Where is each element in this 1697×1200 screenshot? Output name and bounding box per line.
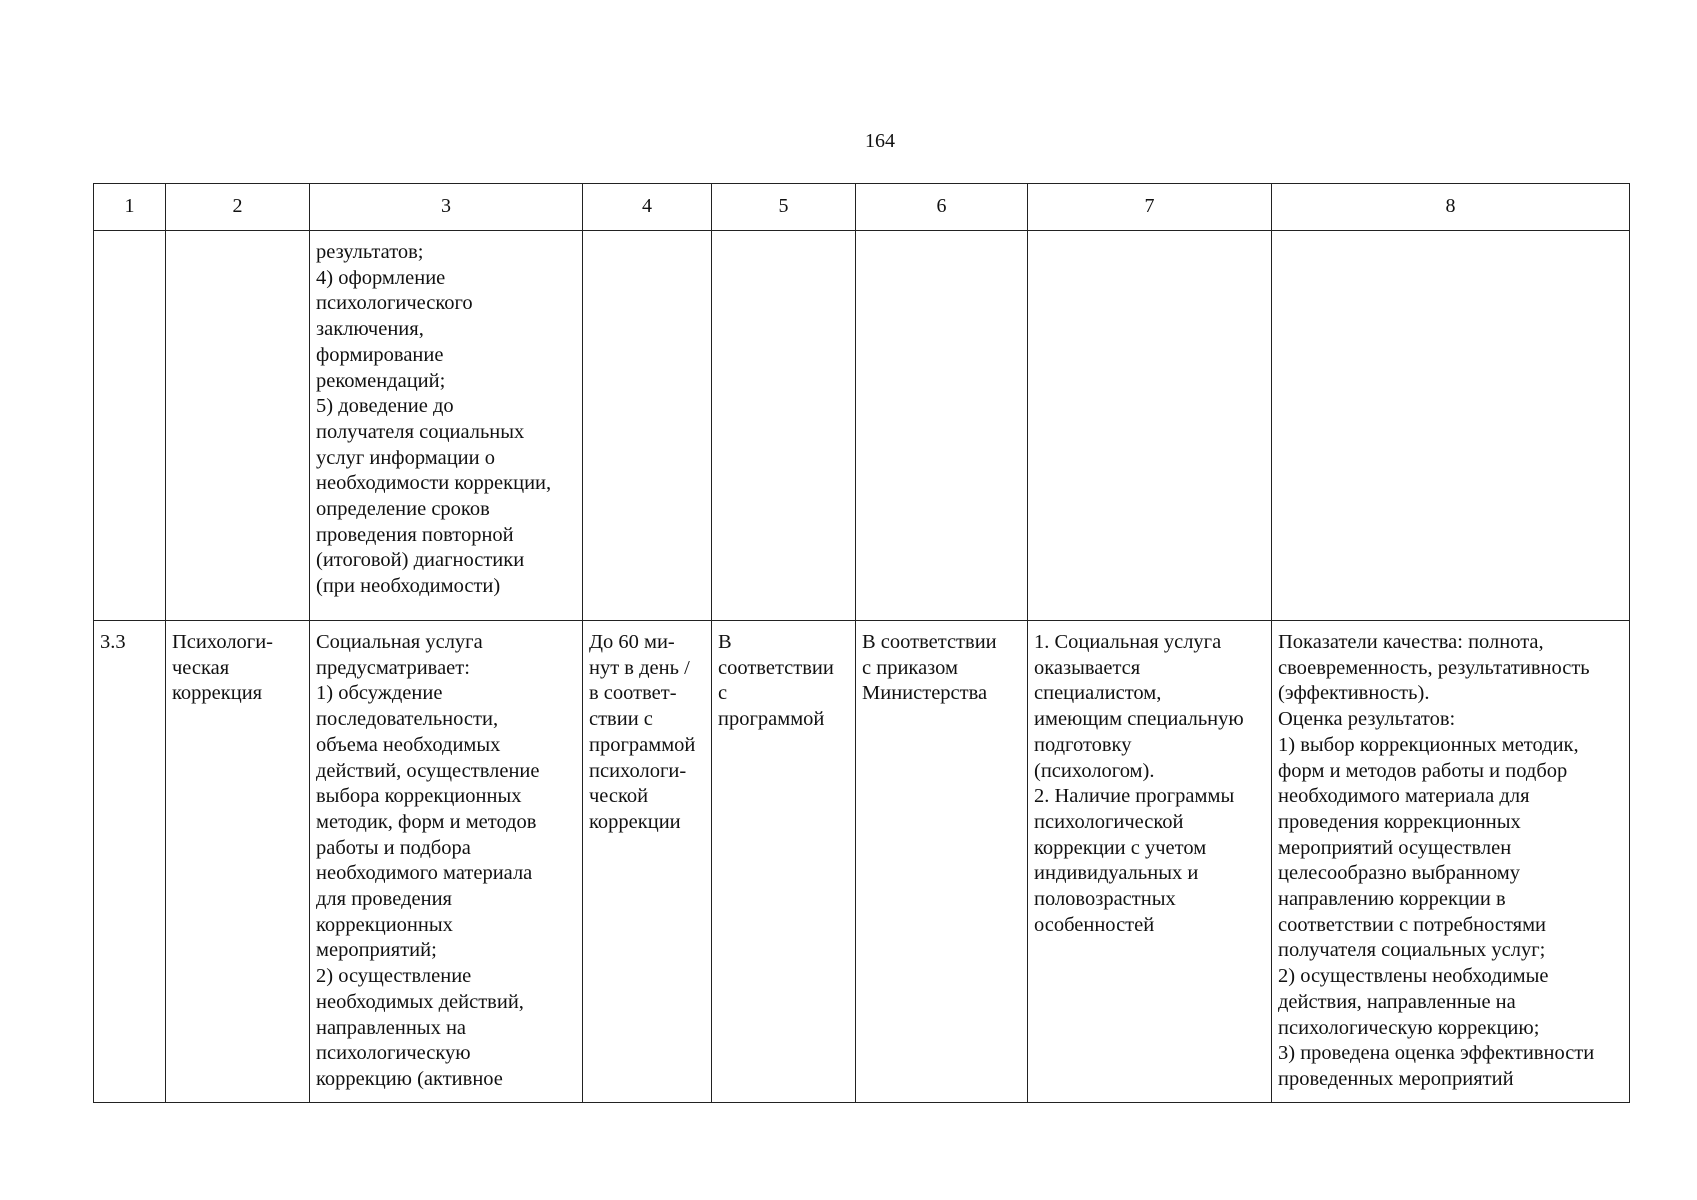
cell-duration (583, 231, 712, 621)
cell-frequency: В соответствии с программой (712, 621, 856, 1103)
header-col-3: 3 (310, 184, 583, 231)
cell-duration: До 60 ми- нут в день / в соответ- ствии с программой психологи- ческой коррекции (583, 621, 712, 1103)
table-row (94, 621, 1630, 1103)
services-table (93, 183, 1630, 1103)
cell-tariff (856, 231, 1028, 621)
header-col-5: 5 (712, 184, 856, 231)
page-number: 164 (865, 130, 895, 152)
cell-conditions: 1. Социальная услуга оказывается специалистом, имеющим специальную подготовку (психологом). 2. Наличие программы психологической коррекции с учетом индивидуальных и половозрастных особенностей (1028, 621, 1272, 1103)
cell-tariff: В соответствии с приказом Министерства (856, 621, 1028, 1103)
table-row (94, 231, 1630, 621)
table-header-row (94, 184, 1630, 231)
header-col-2: 2 (166, 184, 310, 231)
cell-quality-indicators (1272, 231, 1630, 621)
header-col-8: 8 (1272, 184, 1630, 231)
header-col-6: 6 (856, 184, 1028, 231)
header-col-7: 7 (1028, 184, 1272, 231)
header-col-4: 4 (583, 184, 712, 231)
cell-frequency (712, 231, 856, 621)
cell-service-description: Социальная услуга предусматривает: 1) обсуждение последовательности, объема необходимых действий, осуществление выбора коррекционных методик, форм и методов работы и подбора необходимого материала для проведения коррекционных мероприятий; 2) осуществление необходимых действий, направленных на психологическую коррекцию (активное (310, 621, 583, 1103)
cell-service-name (166, 231, 310, 621)
cell-conditions (1028, 231, 1272, 621)
cell-service-name: Психологи- ческая коррекция (166, 621, 310, 1103)
header-col-1: 1 (94, 184, 166, 231)
cell-number (94, 231, 166, 621)
cell-service-description: результатов; 4) оформление психологического заключения, формирование рекомендаций; 5) доведение до получателя социальных услуг информации о необходимости коррекции, определение сроков проведения повторной (итоговой) диагностики (при необходимости) (310, 231, 583, 621)
cell-number: 3.3 (94, 621, 166, 1103)
cell-quality-indicators: Показатели качества: полнота, своевременность, результативность (эффективность). Оценка результатов: 1) выбор коррекционных методик, форм и методов работы и подбор необходимого материала для проведения коррекционных мероприятий осуществлен целесообразно выбранному направлению коррекции в соответствии с потребностями получателя социальных услуг; 2) осуществлены необходимые действия, направленные на психологическую коррекцию; 3) проведена оценка эффективности проведенных мероприятий (1272, 621, 1630, 1103)
